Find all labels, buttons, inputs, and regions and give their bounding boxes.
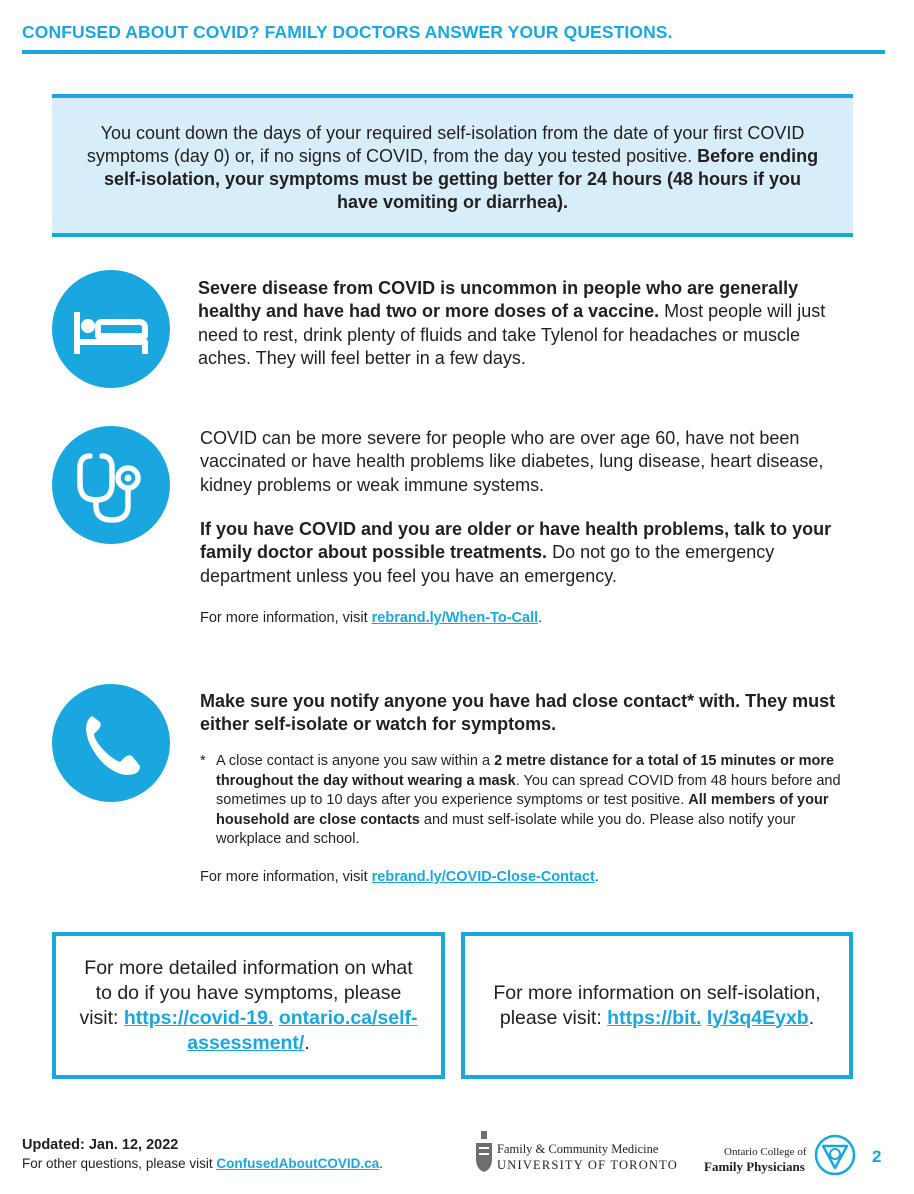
symptoms-box-text: For more detailed information on what to do if you have symptoms, please visit: [79, 956, 413, 1029]
severe-text: Do not go to the emergency department unless you feel you have an emergency. [200, 542, 775, 586]
header-divider [22, 50, 885, 54]
bitly-link-part1[interactable]: https://bit. [607, 1006, 702, 1029]
severe-para1: COVID can be more severe for people who are over age 60, have not been vaccinated or have health problems like diabetes, lung disease, heart disease, kidney problems or weak immune systems. [200, 428, 824, 495]
close-contact-link[interactable]: rebrand.ly/COVID-Close-Contact [371, 869, 595, 885]
self-assessment-link-part1[interactable]: https://covid-19. [123, 1006, 274, 1029]
severe-para2 [200, 518, 860, 588]
footnote-star: * [200, 753, 206, 769]
self-assessment-link-part2[interactable]: ontario.ca/self-assessment/ [187, 1006, 418, 1054]
rest-text: Most people will just need to rest, drink plenty of fluids and take Tylenol for headaches or muscle aches. They will feel better in a few days. [198, 301, 826, 368]
close-contact-info [200, 868, 599, 887]
ocfp-line2: Family Physicians [704, 1159, 805, 1174]
severe-bold: If you have COVID and you are older or have health problems, talk to your family doctor about possible treatments. [200, 519, 832, 563]
phone-icon [52, 684, 170, 802]
uoft-crest-icon [475, 1131, 493, 1173]
uoft-name: UNIVERSITY OF TORONTO [497, 1158, 678, 1172]
footnote-bold-2: All members of your household are close contacts [216, 792, 829, 828]
updated-date: Updated: Jan. 12, 2022 [22, 1137, 179, 1153]
ocfp-line1: Ontario College of [724, 1146, 807, 1158]
box-suffix: . [304, 1031, 310, 1054]
bed-icon [52, 270, 170, 388]
page-title: CONFUSED ABOUT COVID? FAMILY DOCTORS ANSWER YOUR QUESTIONS. [22, 22, 673, 42]
isolation-box-text: For more information on self-isolation, please visit: [493, 981, 821, 1029]
footnote-text-2: . You can spread COVID from 48 hours before and sometimes up to 10 days after you experience symptoms or test positive. [216, 772, 841, 808]
confused-about-covid-link[interactable]: ConfusedAboutCOVID.ca [216, 1156, 380, 1171]
footnote-bold-1: 2 metre distance for a total of 15 minutes or more throughout the day without wearing a mask [216, 753, 835, 789]
symptoms-info-box [52, 932, 445, 1079]
callout-bold-text: Before ending self-isolation, your symptoms must be getting better for 24 hours (48 hours if you have vomiting or diarrhea). [103, 146, 819, 212]
info-suffix: . [594, 869, 599, 885]
bitly-link-part2[interactable]: ly/3q4Eyxb [706, 1006, 809, 1029]
other-questions [22, 1156, 383, 1171]
info-prefix: For more information, visit [200, 610, 368, 626]
page-number: 2 [872, 1147, 882, 1166]
contact-bold [200, 690, 850, 737]
other-prefix: For other questions, please visit [22, 1156, 213, 1171]
box-suffix: . [808, 1006, 815, 1029]
info-prefix: For more information, visit [200, 869, 368, 885]
isolation-info-box [461, 932, 853, 1079]
footnote-text-1: A close contact is anyone you saw within a [216, 753, 491, 769]
uoft-dept-name: Family & Community Medicine [497, 1142, 659, 1156]
when-to-call-info [200, 609, 542, 628]
info-suffix: . [538, 610, 543, 626]
callout-text: You count down the days of your required self-isolation from the date of your first COVID symptoms (day 0) or, if no signs of COVID, from the day you tested positive. [86, 123, 805, 166]
isolation-callout [52, 94, 853, 237]
when-to-call-link[interactable]: rebrand.ly/When-To-Call [371, 610, 539, 626]
stethoscope-icon [52, 426, 170, 544]
footnote-text-3: and must self-isolate while you do. Please also notify your workplace and school. [216, 811, 796, 847]
close-contact-footnote [200, 752, 850, 850]
contact-bold-text: Make sure you notify anyone you have had close contact* with. They must either self-isolate or watch for symptoms. [200, 691, 836, 735]
ocfp-logo-icon [814, 1134, 856, 1176]
rest-bold: Severe disease from COVID is uncommon in people who are generally healthy and have had two or more doses of a vaccine. [198, 278, 799, 322]
other-suffix: . [379, 1156, 383, 1171]
rest-section-text [198, 277, 858, 370]
